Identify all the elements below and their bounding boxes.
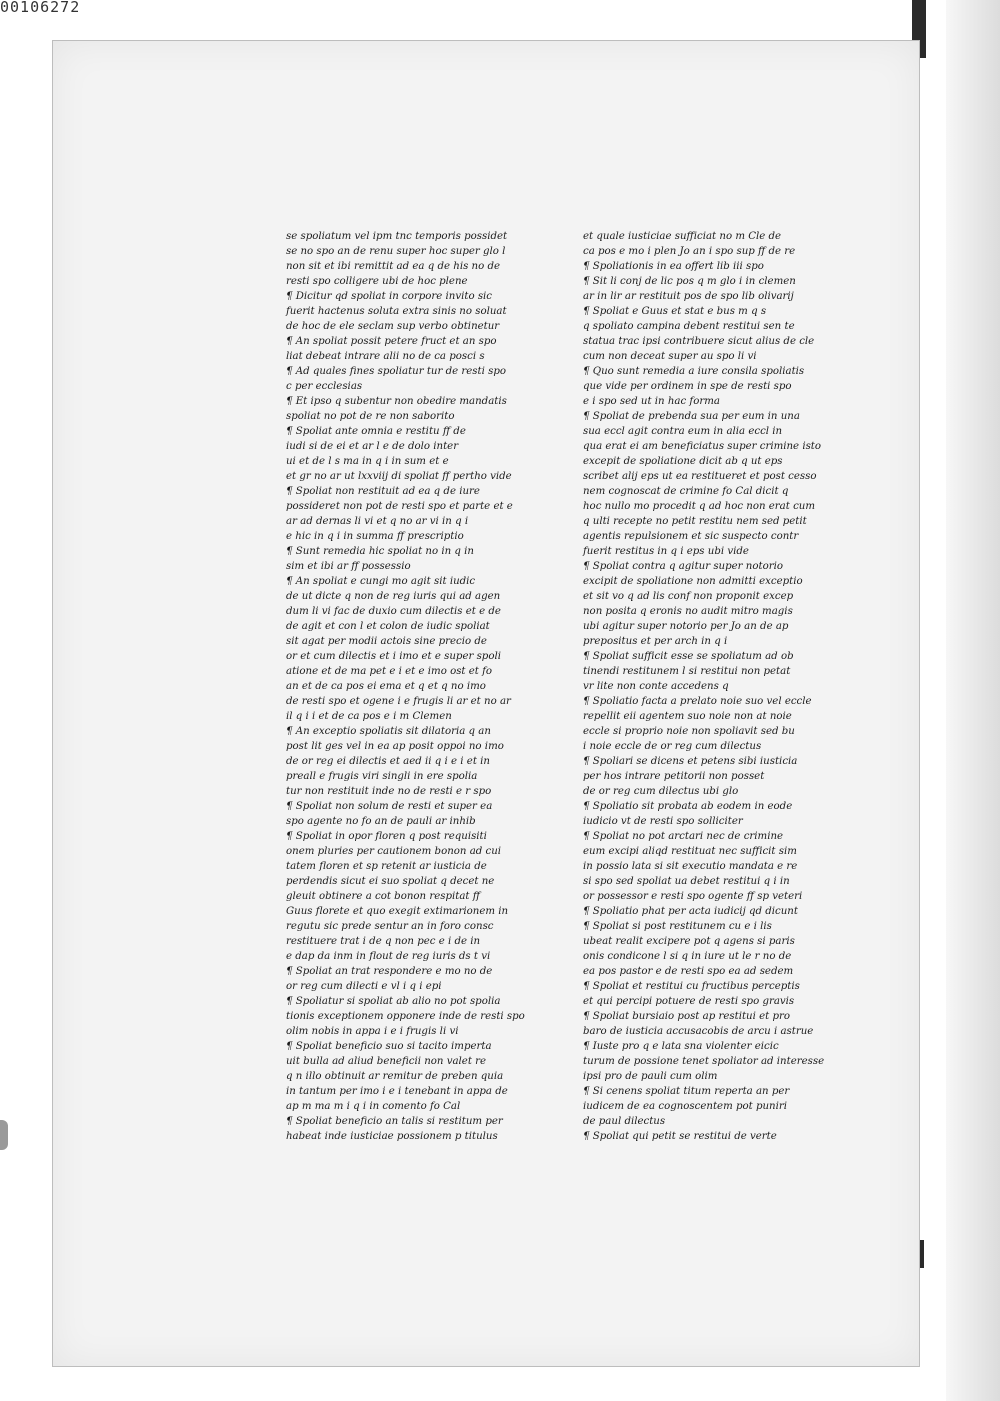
text-line: onem pluries per cautionem bonon ad cui <box>286 846 502 857</box>
text-line: de agit et con l et colon de iudic spoliat <box>286 621 490 632</box>
text-line: cum non deceat super au spo li vi <box>583 351 757 362</box>
text-line: ¶ An exceptio spoliatis sit dilatoria q an <box>286 726 491 737</box>
text-line: ¶ Spoliat beneficio an talis si restitum per <box>286 1116 503 1127</box>
text-line: repellit eii agentem suo noie non at noie <box>583 711 792 722</box>
text-line: non sit et ibi remittit ad ea q de his no de <box>286 261 501 272</box>
text-line: de paul dilectus <box>583 1116 666 1127</box>
text-line: iudicio vt de resti spo solliciter <box>583 816 743 827</box>
text-line: per hos intrare petitorii non posset <box>583 771 765 782</box>
text-line: spo agente no fo an de pauli ar inhib <box>286 816 476 827</box>
text-line: e dap da inm in flout de reg iuris ds t vi <box>286 951 491 962</box>
text-line: iudicem de ea cognoscentem pot puniri <box>583 1101 787 1112</box>
text-line: il q i i et de ca pos e i m Clemen <box>286 711 452 722</box>
text-line: et gr no ar ut lxxviij di spoliat ff pertho vide <box>286 471 512 482</box>
text-line: ¶ Ad quales fines spoliatur tur de resti spo <box>286 366 506 377</box>
text-line: que vide per ordinem in spe de resti spo <box>583 381 792 392</box>
right-text-column <box>583 229 825 1142</box>
text-line: ipsi pro de pauli cum olim <box>583 1071 718 1082</box>
text-line: ¶ Si cenens spoliat titum reperta an per <box>583 1086 790 1097</box>
text-line: ¶ Spoliat beneficio suo si tacito imperta <box>286 1041 492 1052</box>
text-line: ¶ Et ipso q subentur non obedire mandatis <box>286 396 507 407</box>
text-line: habeat inde iusticiae possionem p titulus <box>286 1131 498 1142</box>
text-line: onis condicone l si q in iure ut le r no de <box>583 951 792 962</box>
text-line: tinendi restitunem l si restitui non petat <box>583 666 791 677</box>
text-line: ¶ Sit li conj de lic pos q m glo i in clemen <box>583 276 796 287</box>
text-line: hoc nullo mo procedit q ad hoc non erat cum <box>583 501 816 512</box>
text-line: or possessor e resti spo ogente ff sp veteri <box>583 891 803 902</box>
text-line: spoliat no pot de re non saborito <box>286 411 455 422</box>
text-line: i noie eccle de or reg cum dilectus <box>583 741 762 752</box>
text-line: et quale iusticiae sufficiat no m Cle de <box>583 231 782 242</box>
text-line: tionis exceptionem opponere inde de resti spo <box>286 1011 525 1022</box>
text-line: et qui percipi potuere de resti spo gravis <box>583 996 795 1007</box>
frame-number-label: 00106272 <box>0 0 81 16</box>
text-line: ¶ An spoliat possit petere fruct et an spo <box>286 336 497 347</box>
text-line: ¶ Dicitur qd spoliat in corpore invito sic <box>286 291 493 302</box>
left-text-column <box>286 229 525 1142</box>
text-line: ¶ Spoliatur si spoliat ab alio no pot spolia <box>286 996 501 1007</box>
text-line: resti spo colligere ubi de hoc plene <box>286 276 468 287</box>
text-line: uit bulla ad aliud beneficii non valet re <box>286 1056 487 1067</box>
text-line: ¶ Spoliat ante omnia e restitu ff de <box>286 426 466 437</box>
text-line: fuerit hactenus soluta extra sinis no soluat <box>286 306 507 317</box>
text-line: ubi agitur super notorio per Jo an de ap <box>583 621 789 632</box>
text-line: ¶ Spoliationis in ea offert lib iii spo <box>583 261 764 272</box>
text-line: q spoliato campina debent restitui sen te <box>583 321 795 332</box>
text-line: ¶ Spoliat in opor floren q post requisiti <box>286 831 487 842</box>
scan-corner-mark <box>0 1120 8 1150</box>
text-line: excipit de spoliatione non admitti exceptio <box>583 576 803 587</box>
text-line: sim et ibi ar ff possessio <box>286 561 411 572</box>
text-line: ¶ Spoliatio phat per acta iudicij qd dicunt <box>583 906 798 917</box>
text-line: ¶ Spoliat e Guus et stat e bus m q s <box>583 306 767 317</box>
text-line: de or reg ei dilectis et aed ii q i e i et in <box>286 756 490 767</box>
text-line: ¶ Spoliat de prebenda sua per eum in una <box>583 411 800 422</box>
text-line: sit agat per modii actois sine precio de <box>286 636 487 647</box>
text-line: ar ad dernas li vi et q no ar vi in q i <box>286 516 469 527</box>
text-line: se spoliatum vel ipm tnc temporis possidet <box>286 231 508 242</box>
text-line: e hic in q i in summa ff prescriptio <box>286 531 464 542</box>
text-line: si spo sed spoliat ua debet restitui q i in <box>583 876 790 887</box>
text-line: de resti spo et ogene i e frugis li ar et no ar <box>286 696 511 707</box>
text-line: excepit de spoliatione dicit ab q ut eps <box>583 456 783 467</box>
text-line: ¶ Spoliat sufficit esse se spoliatum ad ob <box>583 651 794 662</box>
text-line: ca pos e mo i plen Jo an i spo sup ff de re <box>583 246 796 257</box>
text-line: regutu sic prede sentur an in foro consc <box>286 921 494 932</box>
text-line: ¶ Iuste pro q e lata sna violenter eicic <box>583 1041 779 1052</box>
text-line: atione et de ma pet e i et e imo ost et fo <box>286 666 493 677</box>
text-line: perdendis sicut ei suo spoliat q decet ne <box>286 876 495 887</box>
text-line: q n illo obtinuit ar remitur de preben quia <box>286 1071 504 1082</box>
text-line: restituere trat i de q non pec e i de in <box>286 936 481 947</box>
text-line: statua trac ipsi contribuere sicut alius de cle <box>583 336 815 347</box>
text-line: ¶ Spoliat bursiaio post ap restitui et pro <box>583 1011 790 1022</box>
text-line: in possio lata si sit executio mandata e re <box>583 861 798 872</box>
text-line: qua erat ei am beneficiatus super crimine isto <box>583 441 822 452</box>
text-line: scribet alij eps ut ea restitueret et post cesso <box>583 471 817 482</box>
text-line: an et de ca pos ei ema et q et q no imo <box>286 681 486 692</box>
text-line: non posita q eronis no audit mitro magis <box>583 606 793 617</box>
text-line: ¶ Spoliatio facta a prelato noie suo vel eccle <box>583 696 812 707</box>
text-line: or et cum dilectis et i imo et e super spoli <box>286 651 501 662</box>
text-line: Guus florete et quo exegit extimarionem in <box>286 906 509 917</box>
text-line: ¶ An spoliat e cungi mo agit sit iudic <box>286 576 476 587</box>
text-line: ¶ Quo sunt remedia a iure consila spoliatis <box>583 366 805 377</box>
text-line: sua eccl agit contra eum in alia eccl in <box>583 426 783 437</box>
text-line: ¶ Spoliat non solum de resti et super ea <box>286 801 493 812</box>
text-line: ¶ Spoliat no pot arctari nec de crimine <box>583 831 784 842</box>
text-line: gleuit obtinere a cot bonon respitat ff <box>286 891 480 902</box>
text-line: dum li vi fac de duxio cum dilectis et e de <box>286 606 501 617</box>
text-line: post lit ges vel in ea ap posit oppoi no imo <box>286 741 504 752</box>
text-line: c per ecclesias <box>286 381 363 392</box>
text-line: ubeat realit excipere pot q agens si paris <box>583 936 795 947</box>
text-line: fuerit restitus in q i eps ubi vide <box>583 546 749 557</box>
text-line: agentis repulsionem et sic suspecto contr <box>583 531 799 542</box>
text-line: ¶ Spoliat non restituit ad ea q de iure <box>286 486 480 497</box>
text-line: ar in lir ar restituit pos de spo lib olivarij <box>583 291 794 302</box>
text-line: iudi si de ei et ar l e de dolo inter <box>286 441 459 452</box>
text-line: preall e frugis viri singli in ere spolia <box>286 771 478 782</box>
text-line: et sit vo q ad lis conf non proponit excep <box>583 591 794 602</box>
text-line: ¶ Spoliat si post restitunem cu e i lis <box>583 921 772 932</box>
text-line: olim nobis in appa i e i frugis li vi <box>286 1026 459 1037</box>
text-line: in tantum per imo i e i tenebant in appa de <box>286 1086 508 1097</box>
text-line: liat debeat intrare alii no de ca posci s <box>286 351 485 362</box>
text-line: vr lite non conte accedens q <box>583 681 729 692</box>
text-line: de hoc de ele seclam sup verbo obtinetur <box>286 321 500 332</box>
text-line: tatem floren et sp retenit ar iusticia de <box>286 861 487 872</box>
text-line: tur non restituit inde no de resti e r spo <box>286 786 492 797</box>
text-line: possideret non pot de resti spo et parte et e <box>286 501 513 512</box>
text-line: ¶ Spoliat an trat respondere e mo no de <box>286 966 493 977</box>
scan-background-edge <box>946 0 1000 1401</box>
text-line: ¶ Spoliat contra q agitur super notorio <box>583 561 783 572</box>
text-line: ¶ Spoliatio sit probata ab eodem in eode <box>583 801 793 812</box>
text-line: nem cognoscat de crimine fo Cal dicit q <box>583 486 789 497</box>
text-line: ap m ma m i q i in comento fo Cal <box>286 1101 461 1112</box>
text-line: q ulti recepte no petit restitu nem sed petit <box>583 516 807 527</box>
text-line: eum excipi aliqd restituat nec sufficit sim <box>583 846 797 857</box>
text-line: baro de iusticia accusacobis de arcu i astrue <box>583 1026 814 1037</box>
text-line: eccle si proprio noie non spoliavit sed bu <box>583 726 795 737</box>
text-line: prepositus et per arch in q i <box>583 636 728 647</box>
text-line: se no spo an de renu super hoc super glo l <box>286 246 506 257</box>
text-line: de or reg cum dilectus ubi glo <box>583 786 739 797</box>
text-line: ¶ Spoliat qui petit se restitui de verte <box>583 1131 777 1142</box>
text-line: e i spo sed ut in hac forma <box>583 396 720 407</box>
text-line: ¶ Spoliat et restitui cu fructibus perceptis <box>583 981 800 992</box>
text-line: ¶ Spoliari se dicens et petens sibi iusticia <box>583 756 798 767</box>
text-line: turum de possione tenet spoliator ad interesse <box>583 1056 825 1067</box>
text-line: ea pos pastor e de resti spo ea ad sedem <box>583 966 794 977</box>
text-line: ¶ Sunt remedia hic spoliat no in q in <box>286 546 474 557</box>
text-line: de ut dicte q non de reg iuris qui ad agen <box>286 591 501 602</box>
text-line: or reg cum dilecti e vl i q i epi <box>286 981 442 992</box>
text-line: ui et de l s ma in q i in sum et e <box>286 456 449 467</box>
